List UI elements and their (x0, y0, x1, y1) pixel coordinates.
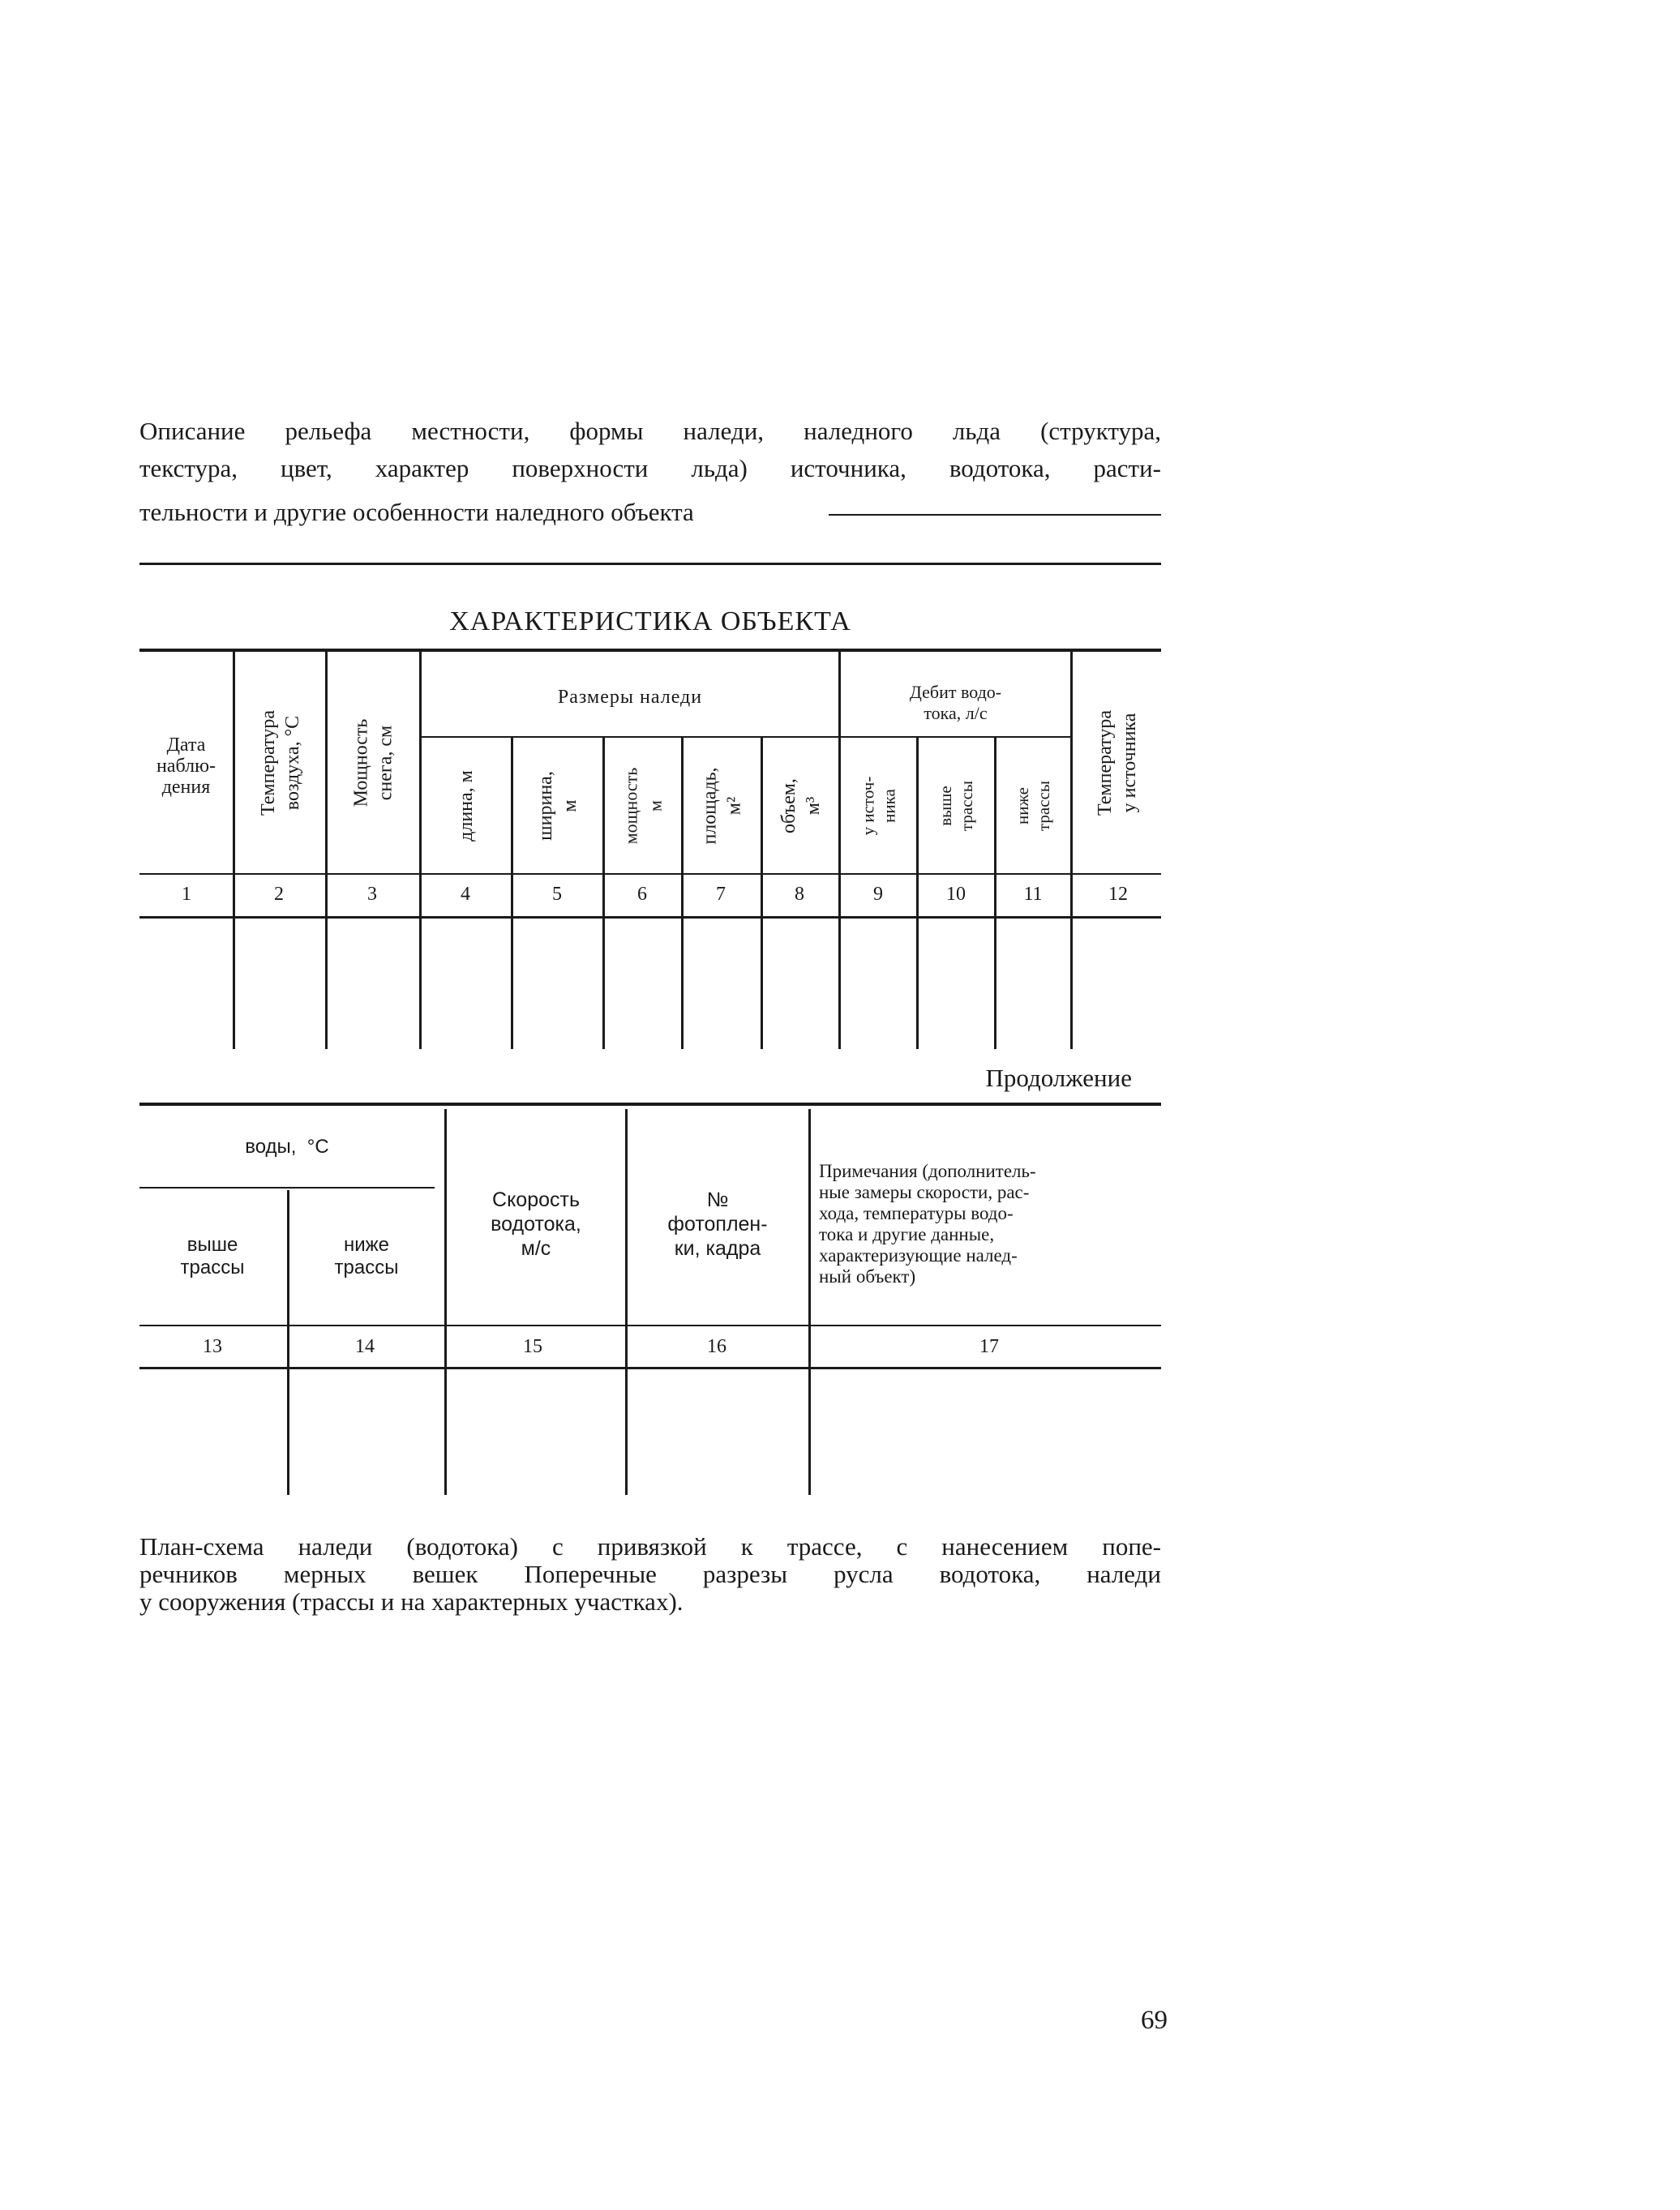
col-number: 14 (355, 1336, 375, 1357)
header-volume: объем, м³ (778, 778, 824, 833)
intro-line-2: текстура, цвет, характер поверхности льда) источника, водотока, расти- (139, 454, 1161, 482)
header-below-track-2: ниже трассы (334, 1234, 399, 1278)
outro-line-1: План-схема наледи (водотока) с привязкой к трассе, с нанесением попе- (139, 1532, 1161, 1561)
col-number: 8 (795, 884, 804, 905)
header-above-track-2: выше трассы (180, 1234, 245, 1278)
header-thickness: мощность м (620, 767, 666, 845)
page-number: 69 (1141, 2006, 1168, 2035)
header-water-group: воды, °С (245, 1136, 329, 1158)
col-number: 12 (1108, 884, 1128, 905)
col-number: 13 (203, 1336, 222, 1357)
continuation-label: Продолжение (985, 1064, 1132, 1092)
intro-blank-line (139, 563, 1161, 565)
header-below-track: ниже трассы (1013, 780, 1054, 832)
col-number: 5 (552, 884, 562, 905)
intro-line-1: Описание рельефа местности, формы наледи, наледного льда (структура, (139, 417, 1161, 445)
table1-title: ХАРАКТЕРИСТИКА ОБЪЕКТА (449, 606, 851, 636)
header-date: Дата наблю- дения (156, 735, 216, 798)
col-number: 15 (523, 1336, 542, 1357)
col-number: 16 (707, 1336, 726, 1357)
header-flow-speed: Скорость водотока, м/с (491, 1189, 581, 1260)
outro-line-3: у сооружения (трассы и на характерных участках). (139, 1587, 684, 1616)
intro-fill-line (829, 514, 1161, 516)
intro-line-3: тельности и другие особенности наледного объекта (139, 498, 694, 526)
header-at-source: у источ- ника (858, 776, 899, 836)
col-number: 4 (461, 884, 470, 905)
col-number: 2 (274, 884, 284, 905)
header-area: площадь, м² (699, 767, 745, 845)
header-notes: Примечания (дополнитель- ные замеры скорости, рас- хода, температуры водо- тока и другие данные, характеризующие налед- ный объект) (819, 1161, 1036, 1287)
header-width: ширина, м (534, 771, 581, 841)
col-number: 6 (637, 884, 647, 905)
col-number: 3 (367, 884, 377, 905)
header-ice-size-group: Размеры наледи (557, 687, 703, 708)
header-snow-depth: Мощность снега, см (350, 718, 396, 807)
header-film-number: № фотоплен- ки, кадра (667, 1189, 768, 1260)
col-number: 11 (1023, 884, 1043, 905)
header-air-temp: Температура воздуха, °С (257, 710, 303, 816)
header-length: длина, м (456, 770, 477, 842)
col-number: 17 (979, 1336, 999, 1357)
col-number: 9 (873, 884, 883, 905)
header-discharge-group: Дебит водо- тока, л/с (909, 682, 1002, 723)
outro-line-2: речников мерных вешек Поперечные разрезы русла водотока, наледи (139, 1560, 1161, 1588)
header-above-track: выше трассы (936, 780, 977, 832)
col-number: 7 (716, 884, 726, 905)
header-source-temp: Температура у источника (1094, 710, 1140, 816)
col-number: 1 (182, 884, 191, 905)
col-number: 10 (946, 884, 966, 905)
